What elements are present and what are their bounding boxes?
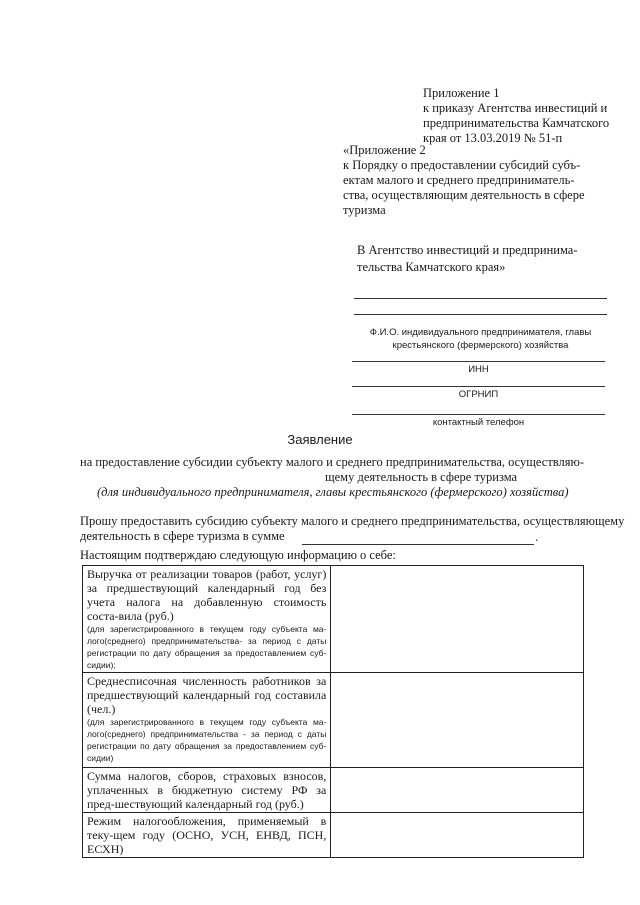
row-note: (для зарегистрированного в текущем году субъекта ма-лого(среднего) предпринимательства - за период с даты регистрации по дату обращения за предоставлением суб-сидии) [87,717,327,763]
inn-input-line[interactable] [352,361,605,362]
confirm-text: Настоящим подтверждаю следующую информацию о себе: [80,548,396,562]
row-label-cell [83,768,331,813]
ogrnip-input-line[interactable] [352,386,605,387]
tax-regime-value-cell[interactable] [331,813,584,858]
table-row [83,768,584,813]
table-row [83,813,584,858]
taxes-value-cell[interactable] [331,768,584,813]
request-line-1: Прошу предоставить субсидию субъекту малого и среднего предпринимательства, осуществляющему [80,514,625,528]
subtitle-italic: (для индивидуального предпринимателя, главы крестьянского (фермерского) хозяйства) [97,485,569,499]
row-label-cell [83,673,331,768]
annex-1-line: предпринимательства Камчатского [423,116,610,130]
addressee-block [357,242,607,276]
annex-1-header [423,86,628,146]
fio-caption-2: крестьянского (фермерского) хозяйства [392,340,569,351]
fio-caption: Ф.И.О. индивидуального предпринимателя, главы [369,327,592,338]
addressee-line: тельства Камчатского края» [357,260,506,274]
row-label: Режим налогообложения, применяемый в теку-щем году (ОСНО, УСН, ЕНВД, ПСН, ЕСХН) [87,814,327,856]
document-title: Заявление [287,432,353,447]
request-end-period: . [535,530,539,544]
table-row [83,566,584,673]
name-input-line-1[interactable] [354,298,607,299]
phone-input-line[interactable] [352,414,605,415]
ogrnip-caption: ОГРНИП [458,389,499,400]
annex-2-line: туризма [343,203,386,217]
name-input-line-2[interactable] [354,314,607,315]
amount-input-line[interactable] [302,544,534,545]
annex-1-line: Приложение 1 [423,86,500,100]
row-label-cell [83,566,331,673]
addressee-line: В Агентство инвестиций и предпринима- [357,243,578,257]
revenue-value-cell[interactable] [331,566,584,673]
headcount-value-cell[interactable] [331,673,584,768]
row-label: Среднесписочная численность работников за предшествующий календарный год составила (чел.) [87,674,327,716]
phone-caption: контактный телефон [432,417,525,428]
row-label: Сумма налогов, сборов, страховых взносов, уплаченных в бюджетную систему РФ за пред-шествующий календарный год (руб.) [87,769,327,811]
annex-1-line: края от 13.03.2019 № 51-п [423,131,563,145]
info-table [82,565,584,858]
request-line-2: деятельность в сфере туризма в сумме [80,529,285,543]
annex-2-line: «Приложение 2 [343,143,426,157]
row-note: (для зарегистрированного в текущем году субъекта ма-лого(среднего) предпринимательства- за период с даты регистрации по дату обращения за предоставлением суб-сидии); [87,624,327,670]
subtitle-line-1: на предоставление субсидии субъекту малого и среднего предпринимательства, осуществляю- [80,455,585,469]
row-label: Выручка от реализации товаров (работ, услуг) за предшествующий календарный год без учета налога на добавленную стоимость состa-вила (руб.) [87,567,327,623]
annex-2-line: ства, осуществляющим деятельность в сфере [343,188,585,202]
table-row [83,673,584,768]
annex-2-header [343,143,605,218]
annex-1-line: к приказу Агентства инвестиций и [423,101,608,115]
subtitle-line-2: щему деятельность в сфере туризма [325,470,518,484]
annex-2-line: к Порядку о предоставлении субсидий субъ- [343,158,581,172]
row-label-cell [83,813,331,858]
annex-2-line: ектам малого и среднего предприниматель- [343,173,575,187]
inn-caption: ИНН [468,364,489,375]
